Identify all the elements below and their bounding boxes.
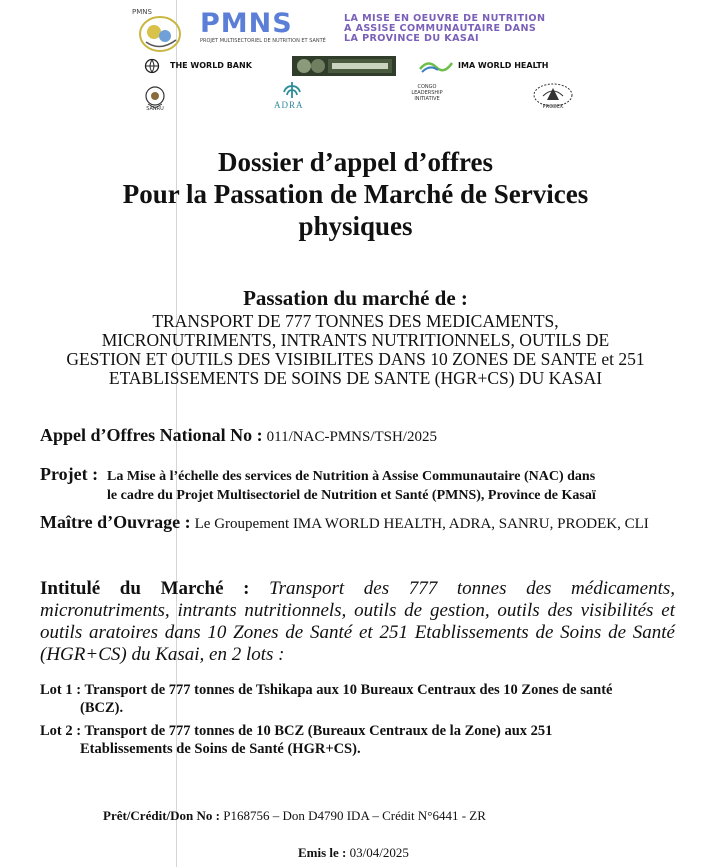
title-line: Pour la Passation de Marché de Services [122,179,589,209]
cli-line: INITIATIVE [414,96,440,102]
pmns-tagline [344,14,545,44]
maitre-ouvrage-row [40,512,649,533]
lot-1-line: Transport de 777 tonnes de Tshikapa aux 10 Bureaux Centraux des 10 Zones de santé [84,682,613,698]
lot-2-label: Lot 2 : [40,723,82,739]
document-title [0,146,711,242]
lot-1-line: (BCZ). [80,700,124,716]
cli-label [400,84,454,102]
world-bank-label: THE WORLD BANK [170,61,252,70]
ima-world-health-icon [418,57,454,75]
world-bank-globe-icon [143,58,163,74]
appel-label: Appel d’Offres National No : [40,425,263,445]
lot-2 [40,722,680,758]
appel-offres-row [40,425,437,446]
intitule-label: Intitulé du Marché : [40,578,250,599]
adra-label: ADRA [274,100,304,110]
lot-2-line: Transport de 777 tonnes de 10 BCZ (Bureaux Centraux de la Zone) aux 251 [84,723,553,739]
emis-label: Emis le : [298,845,347,860]
projet-line: La Mise à l’échelle des services de Nutrition à Assise Communautaire (NAC) dans [107,469,596,484]
pret-label: Prêt/Crédit/Don No : [103,808,220,823]
pmns-logo-text: PMNS [200,8,293,39]
pmns-subtitle: PROJET MULTISECTORIEL DE NUTRITION ET SANTÉ [200,38,326,44]
maitre-value: Le Groupement IMA WORLD HEALTH, ADRA, SANRU, PRODEK, CLI [194,516,649,532]
appel-value: 011/NAC-PMNS/TSH/2025 [266,429,437,445]
projet-label: Projet : [40,464,99,484]
emis-value: 03/04/2025 [349,845,409,860]
intitule-marche [40,578,675,666]
usaid-banner-logo-icon [292,56,396,76]
pmns-small-text: PMNS [132,8,152,16]
lot-1-label: Lot 1 : [40,682,82,698]
lot-2-line: Etablissements de Soins de Santé (HGR+CS). [80,741,361,757]
maitre-label: Maître d’Ouvrage : [40,512,191,532]
tagline-line: A ASSISE COMMUNAUTAIRE DANS [344,23,537,34]
title-line: physiques [298,211,413,241]
emis-row [298,845,409,861]
market-description [20,312,691,388]
pret-credit-row [103,808,486,824]
market-line: ETABLISSEMENTS DE SOINS DE SANTE (HGR+CS) DU KASAI [108,368,603,388]
projet-text [107,467,687,505]
prodek-label: PRODEK [542,104,564,110]
cli-line: CONGO [417,84,437,90]
market-line: GESTION ET OUTILS DES VISIBILITES DANS 10 ZONES DE SANTE et 251 [66,349,645,369]
adra-logo-icon [280,80,304,100]
intitule-text: Transport des 777 tonnes des médicaments, micronutriments, intrants nutritionnels, outils de gestion, outils des visibilités et outils aratoires dans 10 Zones de Santé et 251 Etablissements de Soins de Santé (HGR+CS) du Kasai, en 2 lots : [40,578,676,665]
lot-1 [40,681,680,717]
projet-line: le cadre du Projet Multisectoriel de Nutrition et Santé (PMNS), Province de Kasaï [107,488,596,503]
sanru-label: SANRU [146,106,164,112]
passation-heading: Passation du marché de : [243,286,468,310]
cli-line: LEADERSHIP [411,90,443,96]
tagline-line: LA MISE EN OEUVRE DE NUTRITION [344,13,546,24]
market-line: TRANSPORT DE 777 TONNES DES MEDICAMENTS, [152,311,559,331]
title-line: Dossier d’appel d’offres [218,147,493,177]
pret-value: P168756 – Don D4790 IDA – Crédit N°6441 - ZR [223,808,486,823]
ima-world-health-label: IMA WORLD HEALTH [458,61,549,70]
market-line: MICRONUTRIMENTS, INTRANTS NUTRITIONNELS, OUTILS DE [101,330,610,350]
tagline-line: LA PROVINCE DU KASAI [344,33,480,44]
